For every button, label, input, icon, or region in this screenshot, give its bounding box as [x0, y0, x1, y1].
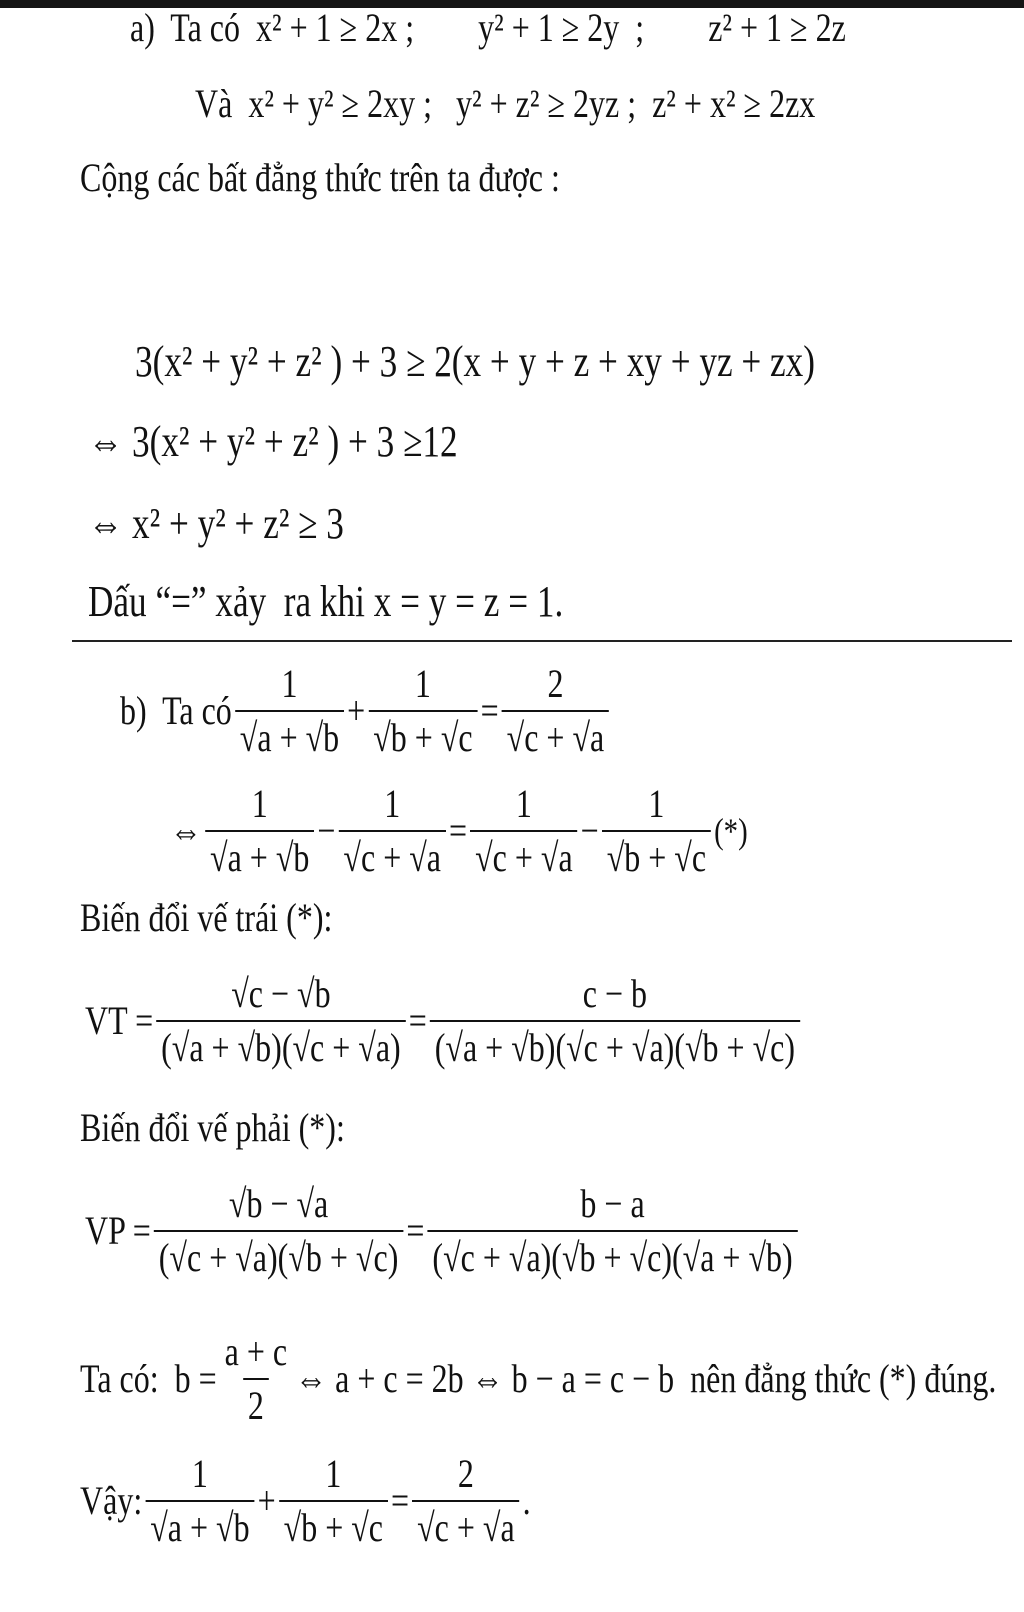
right-side-transform: VP = $\frac{√b - √a}{(√c + √a)(√b + √c)}$ = $\frac{b - a}{(√c + √a)(√b + √c)(√a + √b)}$ [85, 1182, 801, 1280]
left-side-transform: VT = $\frac{√c - √b}{(√a + √b)(√c + √a)}$ = $\frac{c - b}{(√a + √b)(√c + √a)(√b + √c)}$ [85, 972, 803, 1070]
left-side-title: Biến đổi vế trái (*): [80, 895, 333, 940]
condition-line: Ta có: b = $\frac{a + c}{2}$ ⇔ a + c = 2b ⇔ b − a = c − b nên đẳng thức (*) đúng. [80, 1329, 997, 1428]
part-b-equivalent: ⇔ $\frac{1}{√a + √b}$ − $\frac{1}{√c + √a}$ = $\frac{1}{√c + √a}$ − $\frac{1}{√b + √c}$ (*) [170, 781, 748, 880]
part-a-line-2: Và x² + y² ≥ 2xy ; y² + z² ≥ 2yz ; z² + x² ≥ 2zx [195, 81, 816, 126]
separator-rule [72, 640, 1012, 642]
conclusion-line: Vậy: $\frac{1}{√a + √b}$ + $\frac{1}{√b + √c}$ = $\frac{2}{√c + √a}$ . [80, 1451, 531, 1550]
right-side-title: Biến đổi vế phải (*): [80, 1105, 345, 1150]
part-a-line-1: a) Ta có x² + 1 ≥ 2x ; y² + 1 ≥ 2y ; z² + 1 ≥ 2z [130, 5, 846, 50]
part-a-line-6: ⇔ x² + y² + z² ≥ 3 [88, 499, 344, 548]
part-a-line-7: Dấu “=” xảy ra khi x = y = z = 1. [88, 577, 564, 626]
part-a-line-5: ⇔ 3(x² + y² + z² ) + 3 ≥12 [88, 417, 458, 466]
part-b-statement: b) Ta có $\frac{1}{√a + √b}$ + $\frac{1}{√b + √c}$ = $\frac{2}{√c + √a}$ [120, 662, 612, 760]
part-a-line-4: 3(x² + y² + z² ) + 3 ≥ 2(x + y + z + xy + yz + zx) [135, 337, 815, 386]
part-a-line-3: Cộng các bất đẳng thức trên ta được : [80, 155, 560, 200]
